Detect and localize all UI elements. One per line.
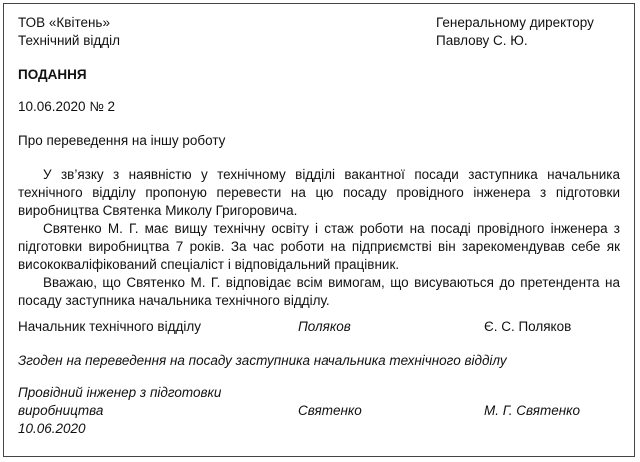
subject-line: Про переведення на іншу роботу: [18, 133, 226, 148]
department-name: Технічний відділ: [18, 33, 121, 48]
handwritten-signature: Поляков: [298, 319, 351, 334]
employee-position-line1: Провідний інженер з підготовки: [18, 385, 222, 400]
employee-name: М. Г. Святенко: [484, 403, 581, 418]
addressee-title: Генеральному директору: [436, 15, 594, 30]
employee-signature: Святенко: [298, 403, 362, 418]
signatory-position: Начальник технічного відділу: [18, 319, 201, 334]
addressee-name: Павлову С. Ю.: [436, 33, 528, 48]
body-paragraph: Святенко М. Г. має вищу технічну освіту і стаж роботи на посаді провідного інженера з підготовки виробництва 7 років. За час роботи на підприємстві він зарекомендував себе як висококваліфікований спеціаліст і відповідальний працівник.: [18, 221, 620, 272]
consent-date: 10.06.2020: [18, 421, 86, 436]
body-paragraph: Вважаю, що Святенко М. Г. відповідає всім вимогам, що висуваються до претендента на посаду заступника начальника технічного відділу.: [18, 275, 620, 308]
employee-position-line2: виробництва: [18, 403, 104, 418]
org-name: ТОВ «Квітень»: [18, 15, 110, 30]
date-number: 10.06.2020 № 2: [18, 99, 116, 114]
signatory-name: Є. С. Поляков: [484, 319, 572, 334]
body-paragraph: У зв’язку з наявністю у технічному відділі вакантної посади заступника начальника технічного відділу пропоную перевести на цю посаду провідного інженера з підготовки виробництва Святенка Миколу Григоровича.: [18, 167, 620, 218]
document-type: ПОДАННЯ: [18, 67, 87, 82]
consent-note: Згоден на переведення на посаду заступника начальника технічного відділу: [18, 353, 507, 368]
